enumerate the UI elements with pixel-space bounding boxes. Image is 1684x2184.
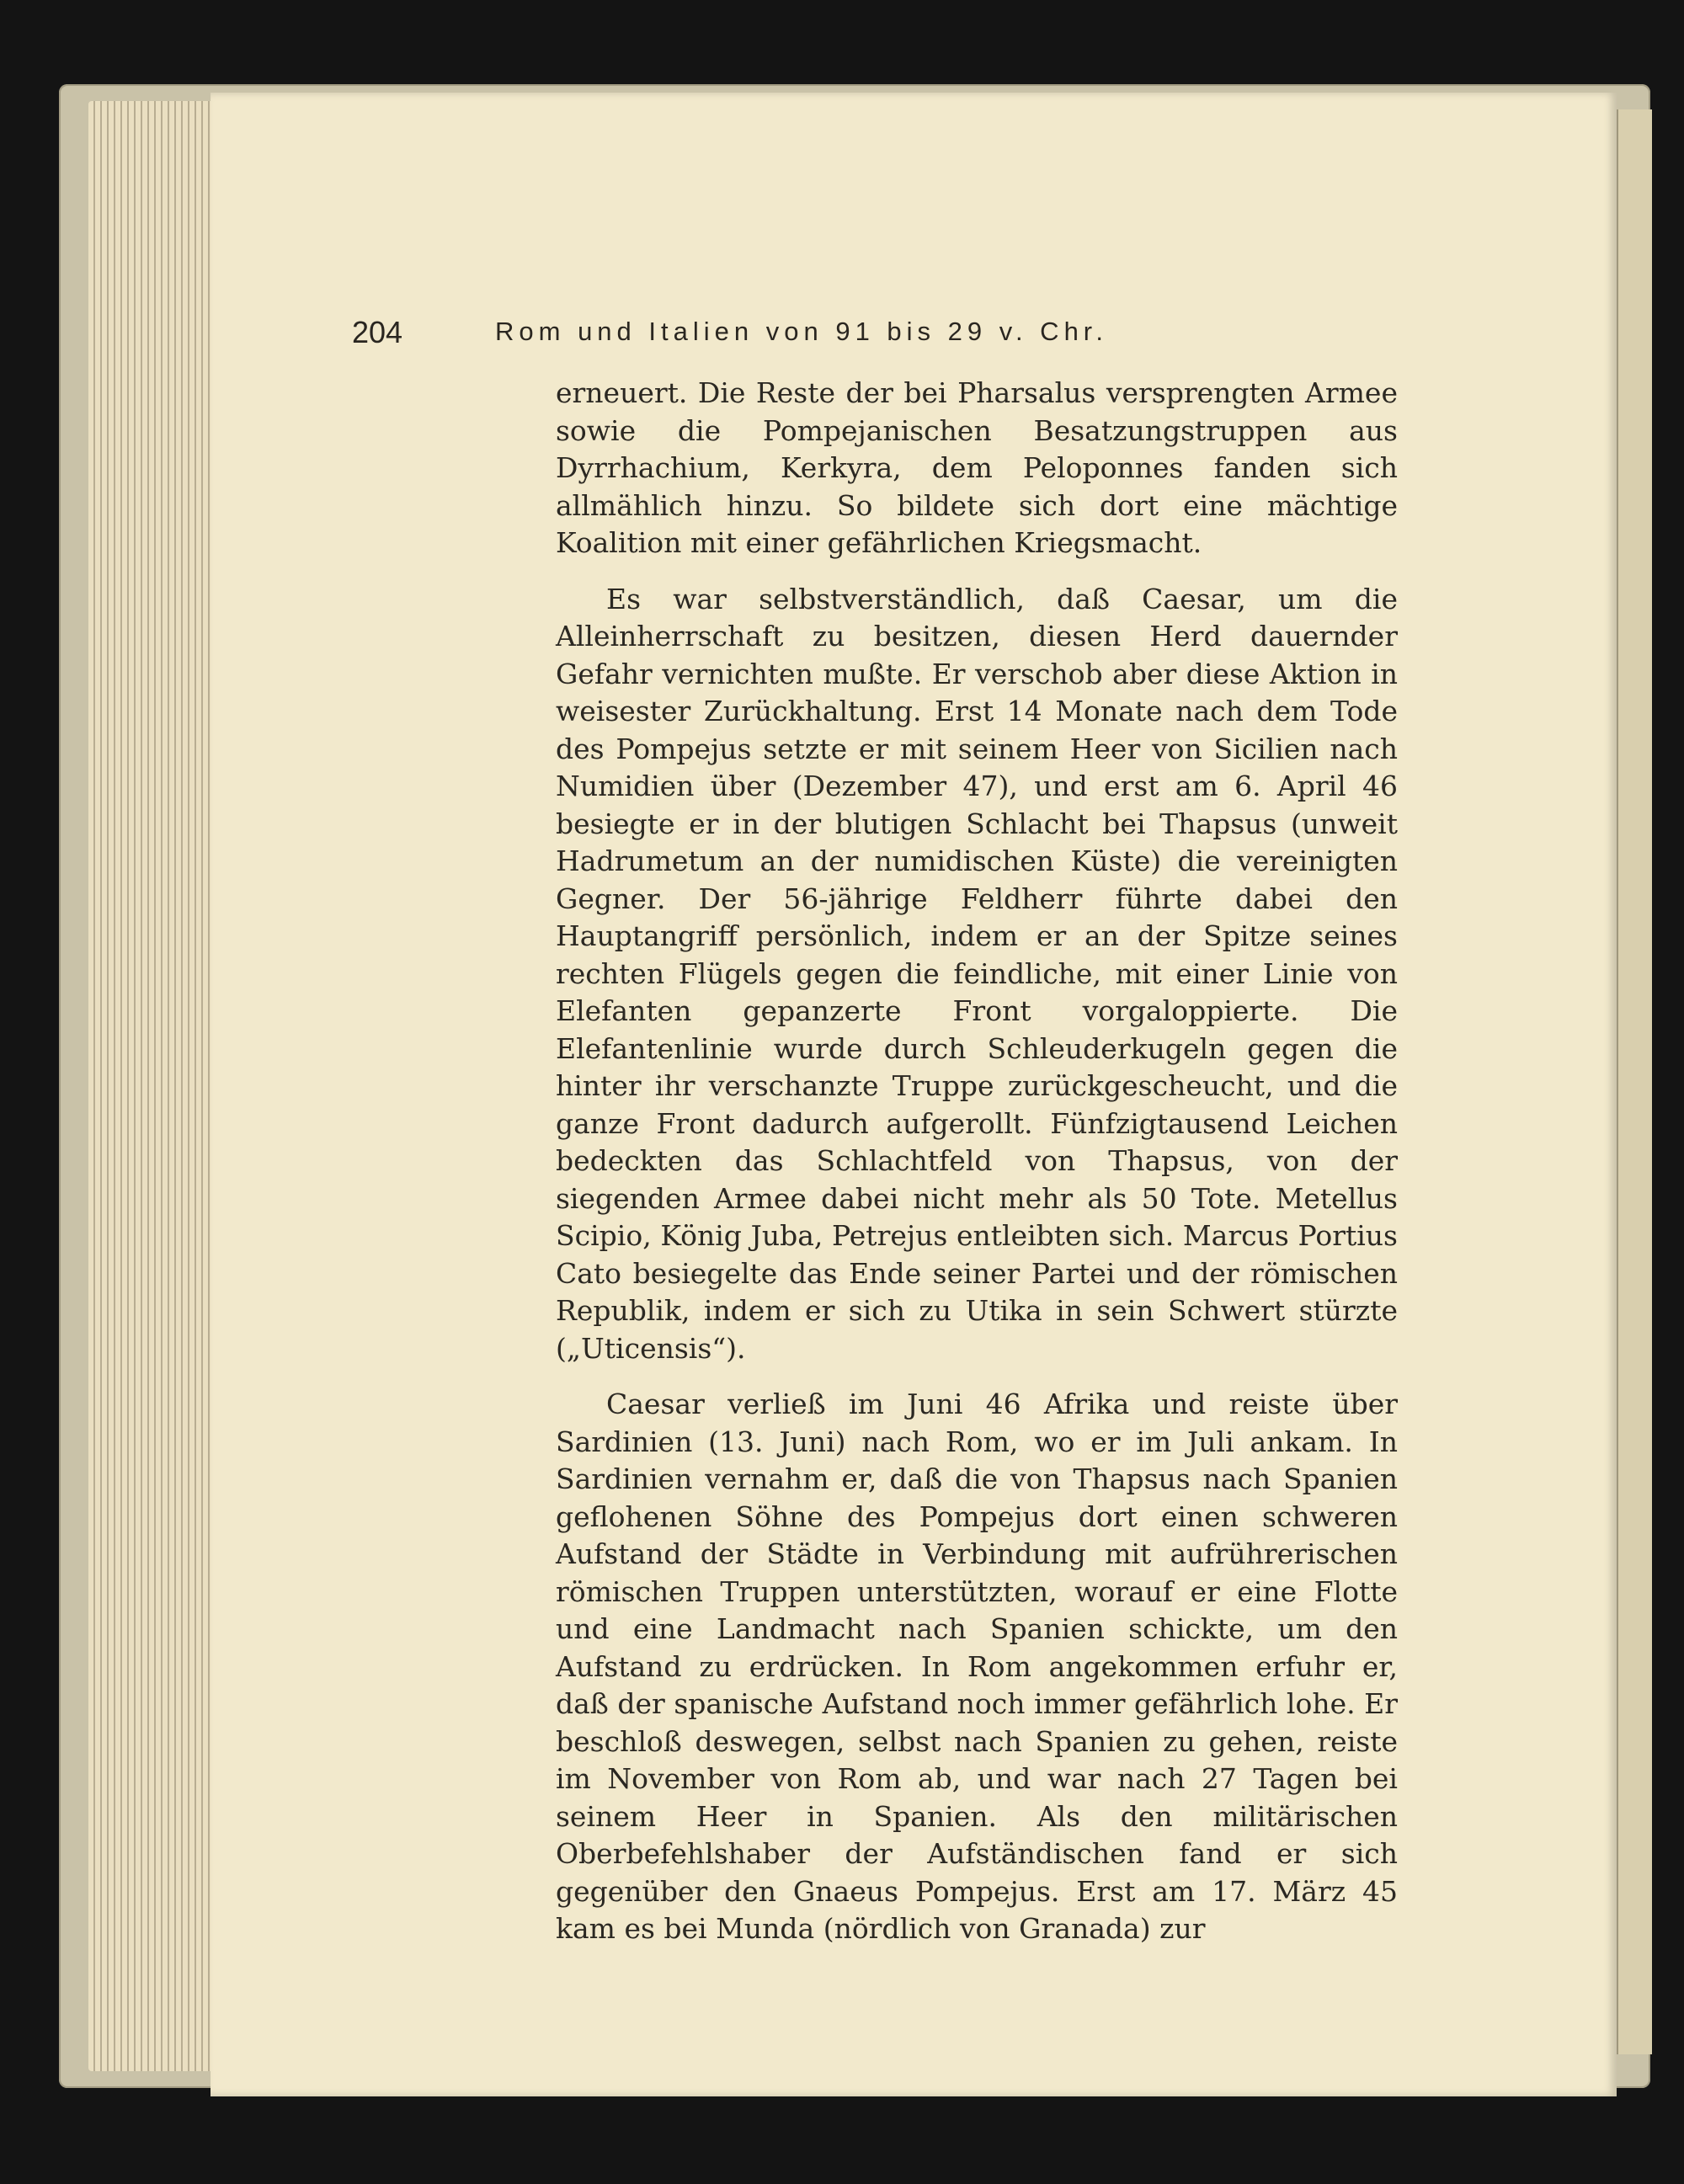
facing-page-edge: [1617, 109, 1652, 2054]
chapter-title: Rom und Italien von 91 bis 29 v. Chr.: [495, 317, 1109, 346]
paragraph-3: Caesar verließ im Juni 46 Afrika und reiste über Sardinien (13. Juni) nach Rom, wo er im Juli ankam. In Sardinien vernahm er, daß die von Thapsus nach Spanien geflohenen Söhne des Pompejus dort einen schweren Aufstand der Städte in Verbindung mit aufrührerischen römischen Truppen unterstützten, worauf er eine Flotte und eine Landmacht nach Spanien schickte, um den Aufstand zu erdrücken. In Rom angekommen erfuhr er, daß der spanische Aufstand noch immer gefährlich lohe. Er beschloß deswegen, selbst nach Spanien zu gehen, reiste im November von Rom ab, und war nach 27 Tagen bei seinem Heer in Spanien. Als den militärischen Oberbefehlshaber der Aufständischen fand er sich gegenüber den Gnaeus Pompejus. Erst am 17. März 45 kam es bei Munda (nördlich von Granada) zur: [556, 1388, 1398, 1945]
page-number: 204: [352, 315, 403, 349]
running-head: [352, 310, 1278, 360]
page-edges: [88, 101, 223, 2071]
paragraph-2: Es war selbstverständlich, daß Caesar, um die Alleinherrschaft zu besitzen, diesen Herd dauernder Gefahr vernichten mußte. Er verschob aber diese Aktion in weisester Zurückhaltung. Erst 14 Monate nach dem Tode des Pompejus setzte er mit seinem Heer von Sicilien nach Numidien über (Dezember 47), und erst am 6. April 46 besiegte er in der blutigen Schlacht bei Thapsus (unweit Hadrumetum an der numidischen Küste) die vereinigten Gegner. Der 56-jährige Feldherr führte dabei den Hauptangriff persönlich, indem er an der Spitze seines rechten Flügels gegen die feindliche, mit einer Linie von Elefanten gepanzerte Front vorgaloppierte. Die Elefantenlinie wurde durch Schleuderkugeln gegen die hinter ihr verschanzte Truppe zurückgescheucht, und die ganze Front dadurch aufgerollt. Fünfzigtausend Leichen bedeckten das Schlachtfeld von Thapsus, von der siegenden Armee dabei nicht mehr als 50 Tote. Metellus Scipio, König Juba, Petrejus entleibten sich. Marcus Portius Cato besiegelte das Ende seiner Partei und der römischen Republik, indem er sich zu Utika in sein Schwert stürzte („Uticensis“).: [556, 582, 1398, 1365]
body-text: [556, 375, 1398, 1945]
paragraph-1: erneuert. Die Reste der bei Pharsalus versprengten Armee sowie die Pompejanischen Besatzungstruppen aus Dyrrhachium, Kerkyra, dem Peloponnes fanden sich allmählich hinzu. So bildete sich dort eine mächtige Koalition mit einer gefährlichen Kriegsmacht.: [556, 376, 1398, 559]
